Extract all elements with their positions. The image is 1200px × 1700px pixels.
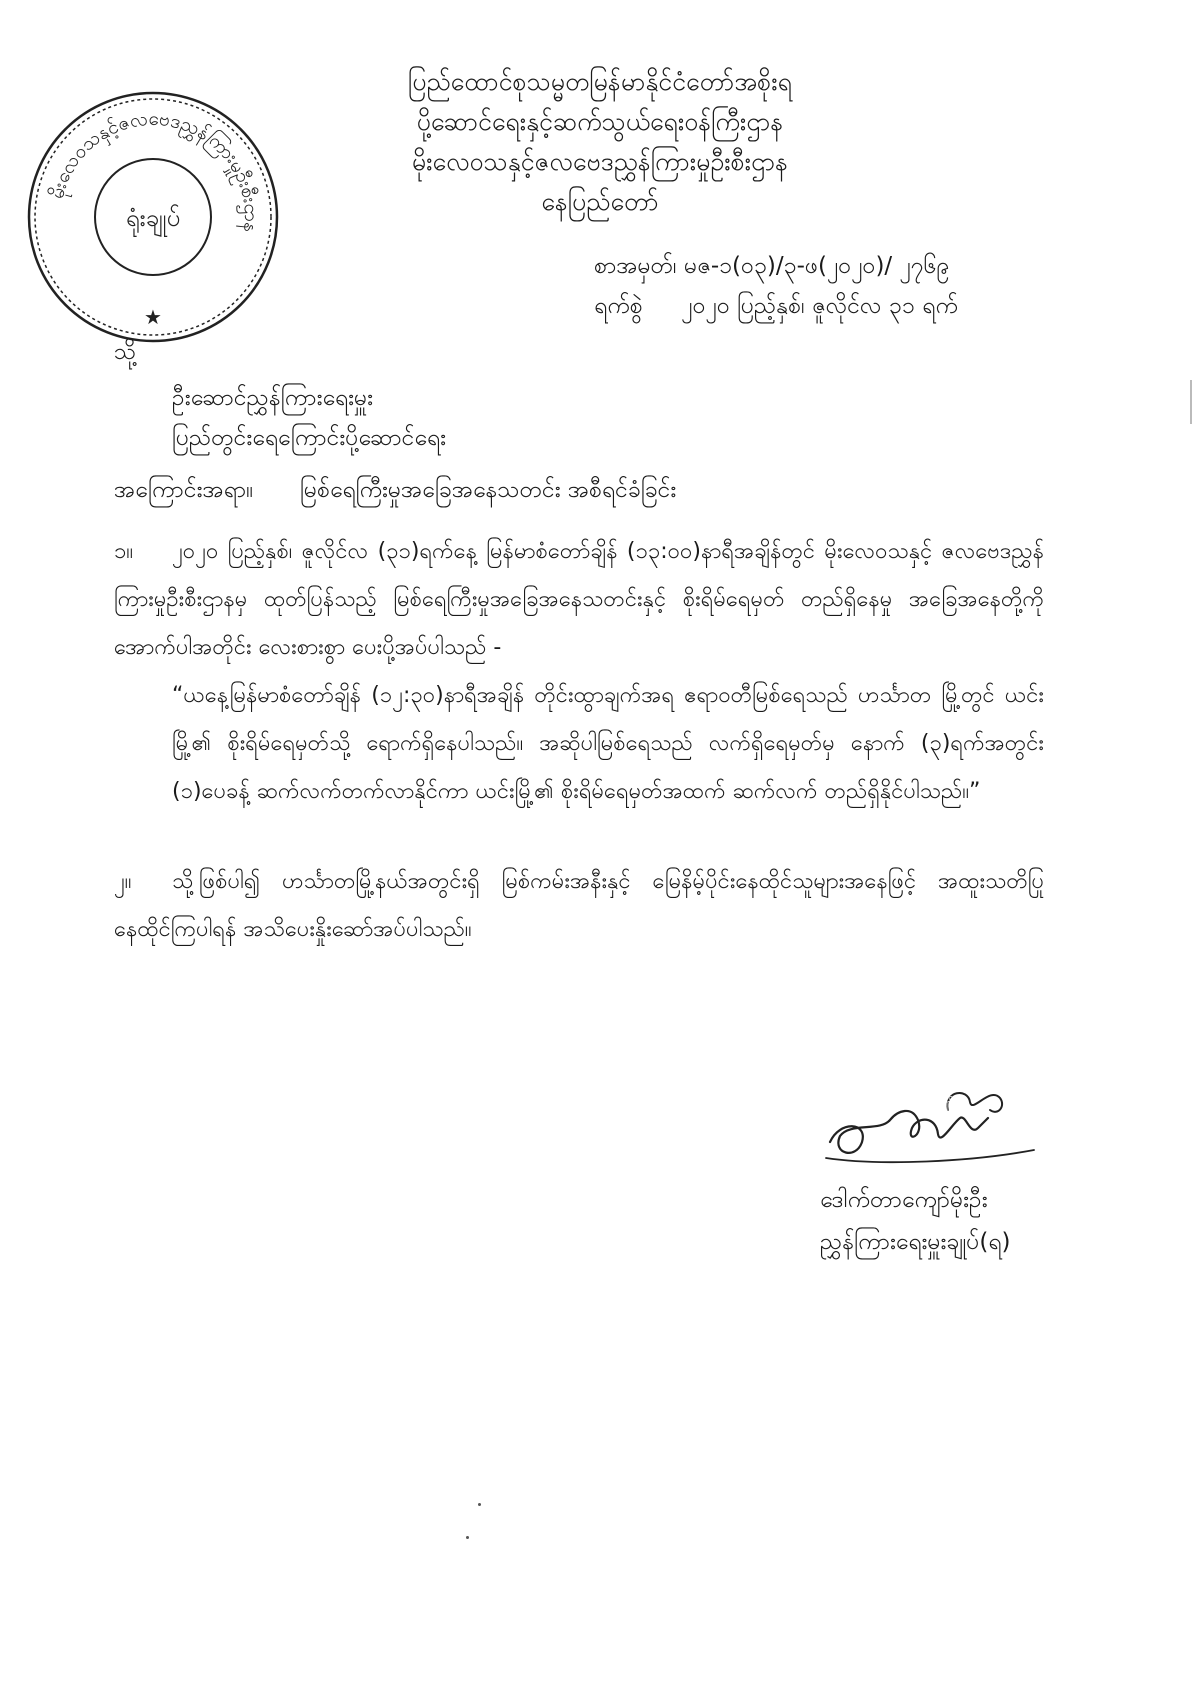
scan-speck [478, 1503, 481, 1506]
reference-number: မဇ-၁(၀၃)/၃-ဖ(၂၀၂၀)/ ၂၇၆၉ [684, 253, 950, 279]
signature-mark: ကျော် [930, 1096, 953, 1109]
paragraph2-number: ၂။ [114, 869, 132, 894]
scan-edge-mark [1190, 380, 1192, 424]
subject-label: အကြောင်းအရာ။ [114, 477, 254, 503]
date-value: ၂၀၂၀ ပြည့်နှစ်၊ ဇူလိုင်လ ၃၁ ရက် [681, 293, 958, 319]
flood-quote: “ယနေ့မြန်မာစံတော်ချိန် (၁၂:၃၀)နာရီအချိန် တိုင်းထွာချက်အရ ဧရာဝတီမြစ်ရေသည် ဟင်္သာတ မြို့တွင် ယင်းမြို့၏ စိုးရိမ်ရေမှတ်သို့ ရောက်ရှိနေပါသည်။ အဆိုပါမြစ်ရေသည် လက်ရှိရေမှတ်မှ နောက် (၃)ရက်အတွင်း (၁)ပေခန့် ဆက်လက်တက်လာနိုင်ကာ ယင်းမြို့၏ စိုးရိမ်ရေမှတ်အထက် ဆက်လက် တည်ရှိနိုင်ပါသည်။” [172, 683, 1044, 804]
seal-ring-text: မိုးလေဝသနှင့်ဇလဗေဒညွှန်ကြားမှုဦးစီးဌာန [45, 107, 263, 234]
header-city: နေပြည်တော် [541, 187, 659, 216]
handwritten-signature [820, 1080, 1040, 1170]
signatory-title: ညွှန်ကြားရေးမှူးချုပ်(ရ) [820, 1229, 1011, 1255]
header-department: မိုးလေဝသနှင့်ဇလဗေဒညွှန်ကြားမှုဦးစီးဌာန [411, 147, 789, 176]
scan-speck [466, 1536, 469, 1539]
seal-star-icon: ★ [144, 305, 162, 329]
paragraph1-number: ၁။ [114, 539, 134, 564]
official-seal [18, 82, 288, 352]
recipient-to: သို့ [114, 339, 137, 365]
seal-center-text: ရုံးချုပ် [125, 204, 181, 232]
signatory-name: ဒေါက်တာကျော်မိုးဦး [820, 1187, 988, 1213]
date-label: ရက်စွဲ [594, 293, 643, 319]
recipient-title: ဦးဆောင်ညွှန်ကြားရေးမှူး [172, 385, 373, 411]
date-line [594, 290, 958, 322]
reference-line [594, 250, 950, 282]
letterhead [330, 62, 870, 222]
header-government: ပြည်ထောင်စုသမ္မတမြန်မာနိုင်ငံတော်အစိုးရ [408, 67, 792, 96]
header-ministry: ပို့ဆောင်ရေးနှင့်ဆက်သွယ်ရေးဝန်ကြီးဌာန [416, 107, 784, 136]
reference-label: စာအမှတ်၊ [594, 253, 677, 279]
recipient-office: ပြည်တွင်းရေကြောင်းပို့ဆောင်ရေး [172, 425, 446, 451]
subject-text: မြစ်ရေကြီးမှုအခြေအနေသတင်း အစီရင်ခံခြင်း [300, 477, 677, 503]
paragraph1-text: ၂၀၂၀ ပြည့်နှစ်၊ ဇူလိုင်လ (၃၁)ရက်နေ့ မြန်မာစံတော်ချိန် (၁၃:၀၀)နာရီအချိန်တွင် မိုးလေဝသနှင့် ဇလဗေဒညွှန်ကြားမှုဦးစီးဌာနမှ ထုတ်ပြန်သည့် မြစ်ရေကြီးမှုအခြေအနေသတင်းနှင့် စိုးရိမ်ရေမှတ် တည်ရှိနေမှု အခြေအနေတို့ကို အောက်ပါအတိုင်း လေးစားစွာ ပေးပို့အပ်ပါသည် - [114, 539, 1044, 660]
paragraph2-text: သို့ဖြစ်ပါ၍ ဟင်္သာတမြို့နယ်အတွင်းရှိ မြစ်ကမ်းအနီးနှင့် မြေနိမ့်ပိုင်းနေထိုင်သူများအနေဖြင့် အထူးသတိပြု နေထိုင်ကြပါရန် အသိပေးနှိုးဆော်အပ်ပါသည်။ [114, 869, 1044, 942]
